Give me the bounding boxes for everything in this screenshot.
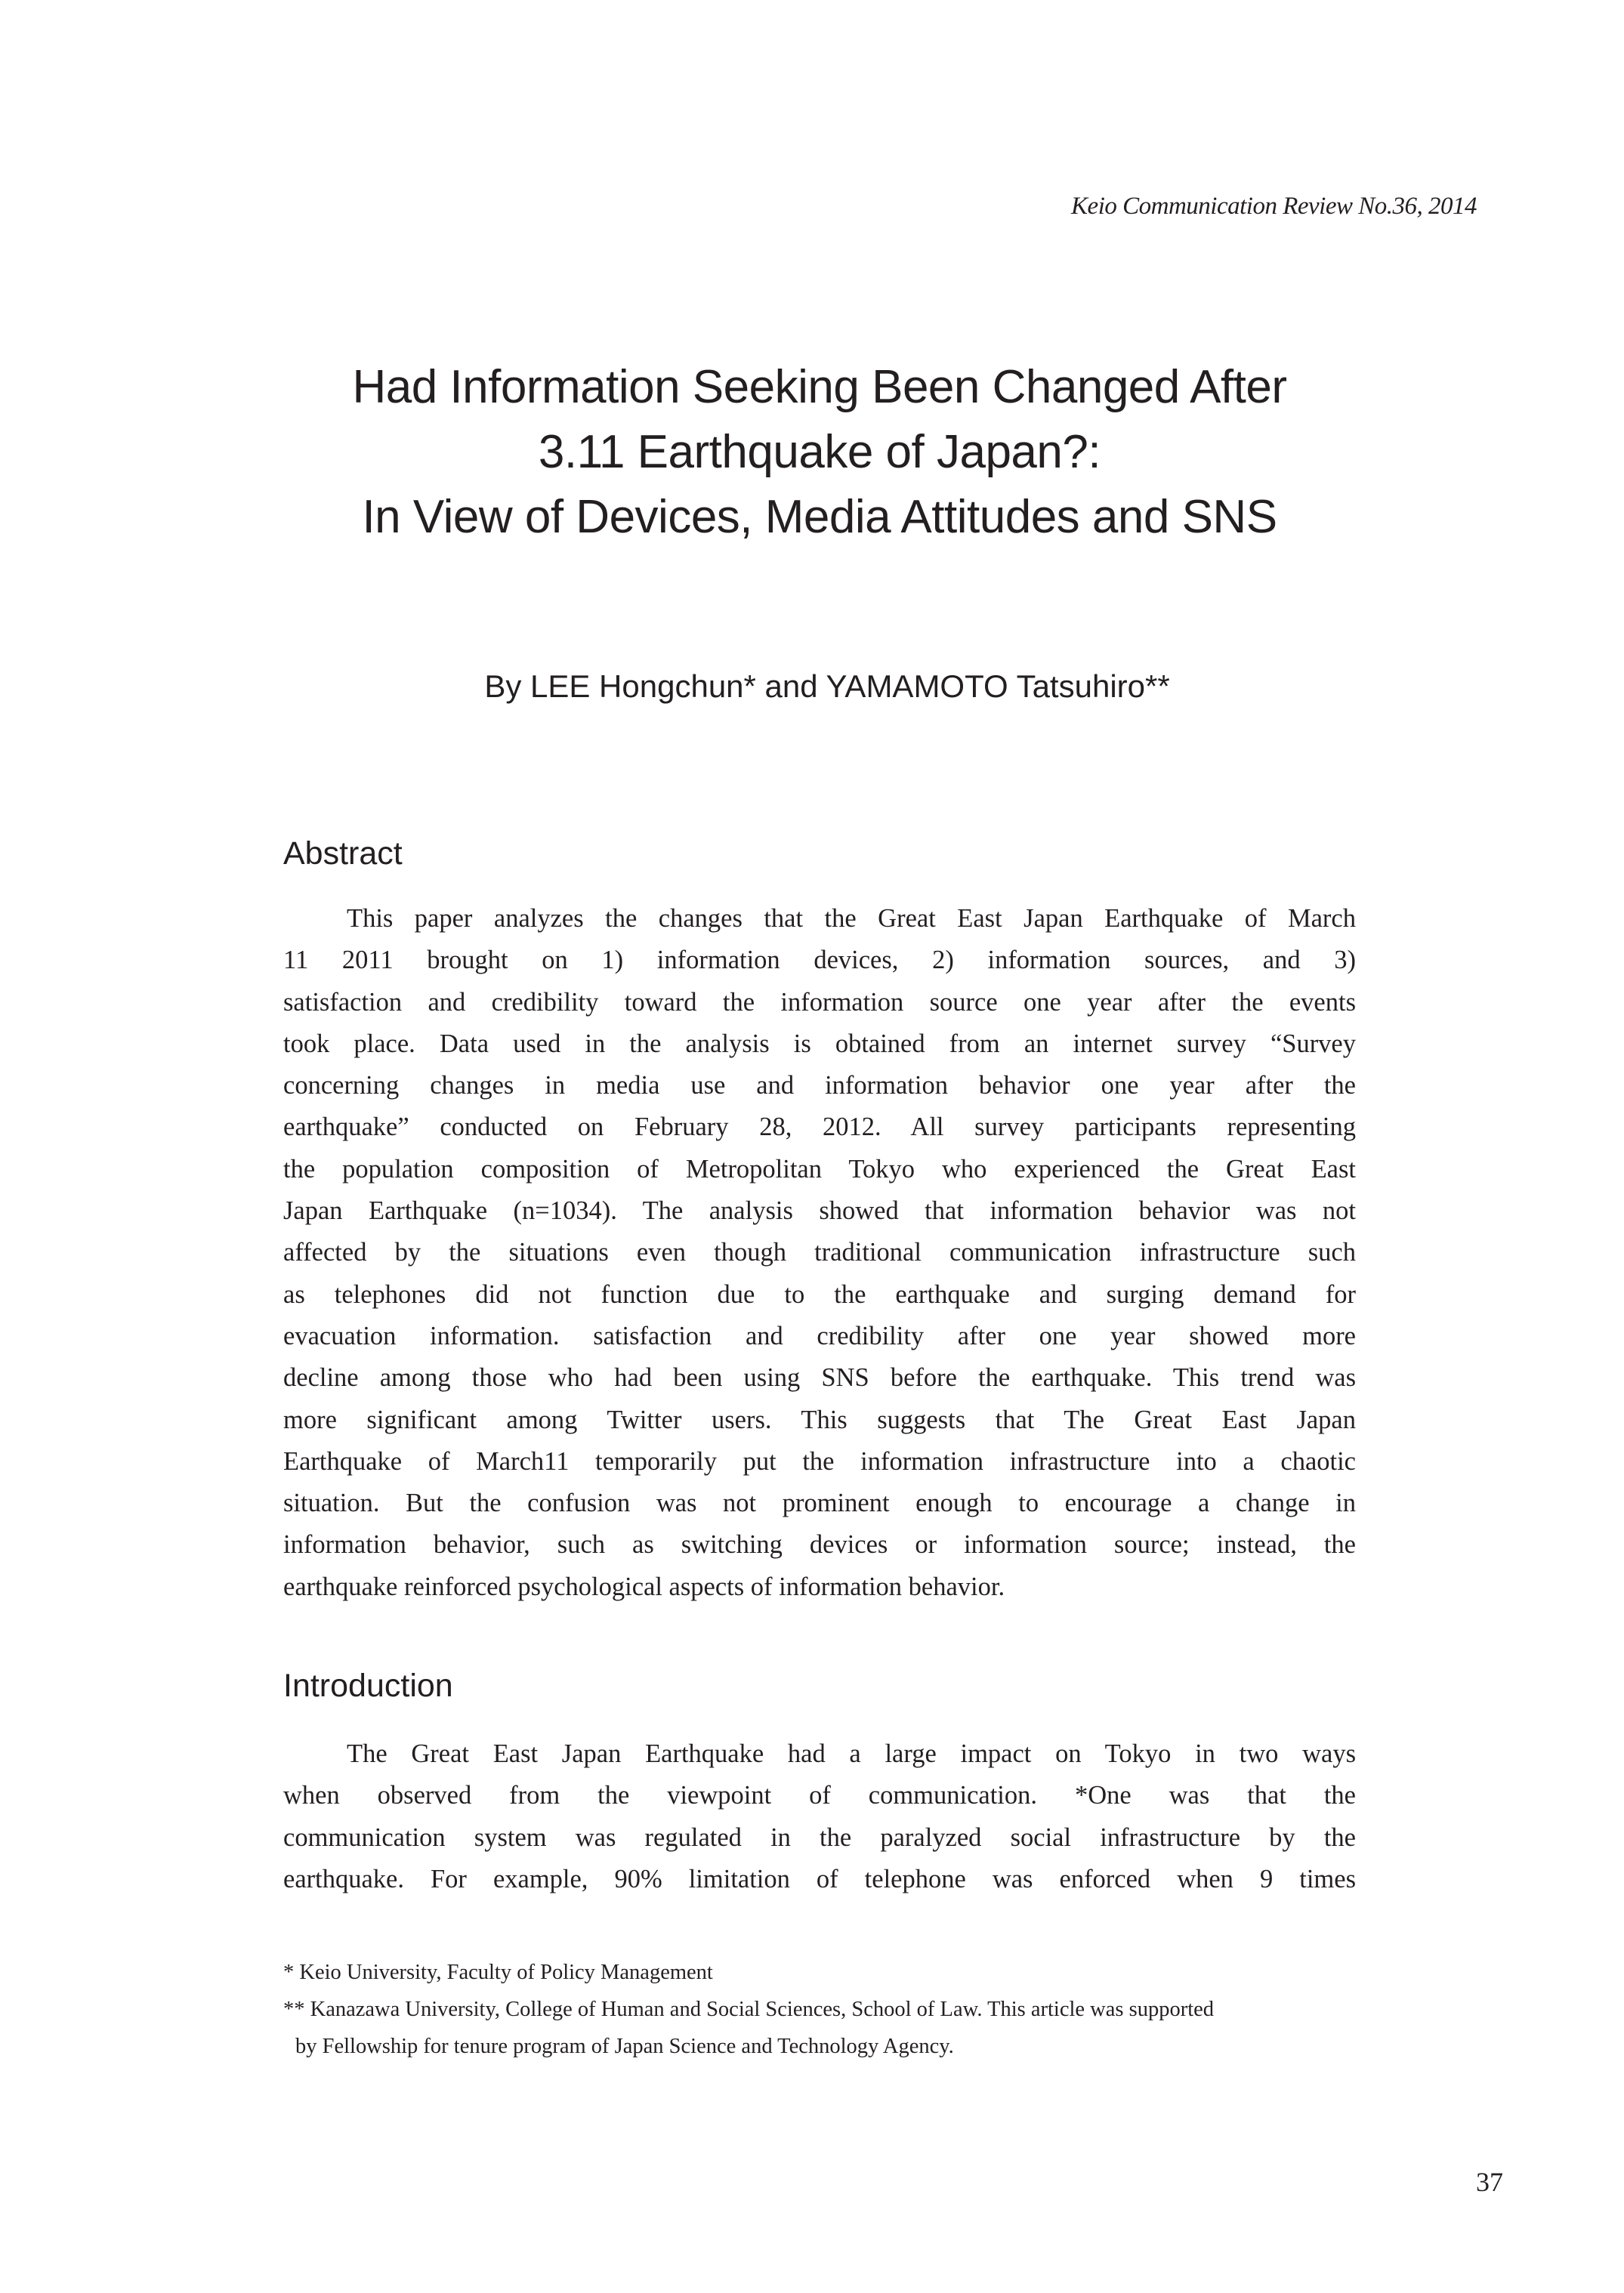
text-line: decline among those who had been using SNS before the earthquake. This trend was <box>283 1363 1356 1393</box>
text-line: information behavior, such as switching devices or information source; instead, the <box>283 1530 1356 1560</box>
footnote: * Keio University, Faculty of Policy Management <box>283 1961 713 1984</box>
abstract-heading: Abstract <box>283 835 403 872</box>
introduction-heading: Introduction <box>283 1668 453 1704</box>
text-line: as telephones did not function due to the earthquake and surging demand for <box>283 1279 1356 1309</box>
text-line: Japan Earthquake (n=1034). The analysis showed that information behavior was not <box>283 1196 1356 1226</box>
text-line: affected by the situations even though traditional communication infrastructure such <box>283 1238 1356 1267</box>
text-line: satisfaction and credibility toward the information source one year after the events <box>283 987 1356 1017</box>
footnotes <box>283 1954 1356 2065</box>
text-line: more significant among Twitter users. This suggests that The Great East Japan <box>283 1405 1356 1434</box>
paper-title <box>0 355 1624 550</box>
page-number: 37 <box>1476 2167 1503 2197</box>
title-line: Had Information Seeking Been Changed After <box>352 361 1287 413</box>
text-line: evacuation information. satisfaction and credibility after one year showed more <box>283 1321 1356 1350</box>
title-line: In View of Devices, Media Attitudes and SNS <box>362 491 1277 543</box>
byline: By LEE Hongchun* and YAMAMOTO Tatsuhiro** <box>484 668 1170 704</box>
title-line: 3.11 Earthquake of Japan?: <box>538 426 1101 478</box>
introduction-body <box>283 1733 1356 1900</box>
footnote-continued: by Fellowship for tenure program of Japan Science and Technology Agency. <box>295 2035 954 2058</box>
text-line: earthquake” conducted on February 28, 2012. All survey participants representing <box>283 1113 1356 1142</box>
text-line: took place. Data used in the analysis is obtained from an internet survey “Survey <box>283 1029 1356 1058</box>
footnote: ** Kanazawa University, College of Human and Social Sciences, School of Law. This article was supported <box>283 1998 1215 2021</box>
text-line: situation. But the confusion was not prominent enough to encourage a change in <box>283 1489 1356 1518</box>
abstract-body <box>283 898 1356 1608</box>
text-line: 11 2011 brought on 1) information devices, 2) information sources, and 3) <box>283 946 1356 975</box>
text-line: when observed from the viewpoint of communication. *One was that the <box>283 1781 1356 1810</box>
text-line: earthquake. For example, 90% limitation of telephone was enforced when 9 times <box>283 1864 1356 1893</box>
text-line: This paper analyzes the changes that the Great East Japan Earthquake of March <box>347 904 1356 933</box>
text-line: The Great East Japan Earthquake had a large impact on Tokyo in two ways <box>347 1739 1356 1768</box>
text-line: concerning changes in media use and information behavior one year after the <box>283 1071 1356 1100</box>
text-line: the population composition of Metropolitan Tokyo who experienced the Great East <box>283 1154 1356 1184</box>
text-line: Earthquake of March11 temporarily put the information infrastructure into a chaotic <box>283 1446 1356 1476</box>
text-line: earthquake reinforced psychological aspects of information behavior. <box>283 1572 1005 1601</box>
text-line: communication system was regulated in the paralyzed social infrastructure by the <box>283 1822 1356 1852</box>
journal-header: Keio Communication Review No.36, 2014 <box>1071 193 1477 220</box>
